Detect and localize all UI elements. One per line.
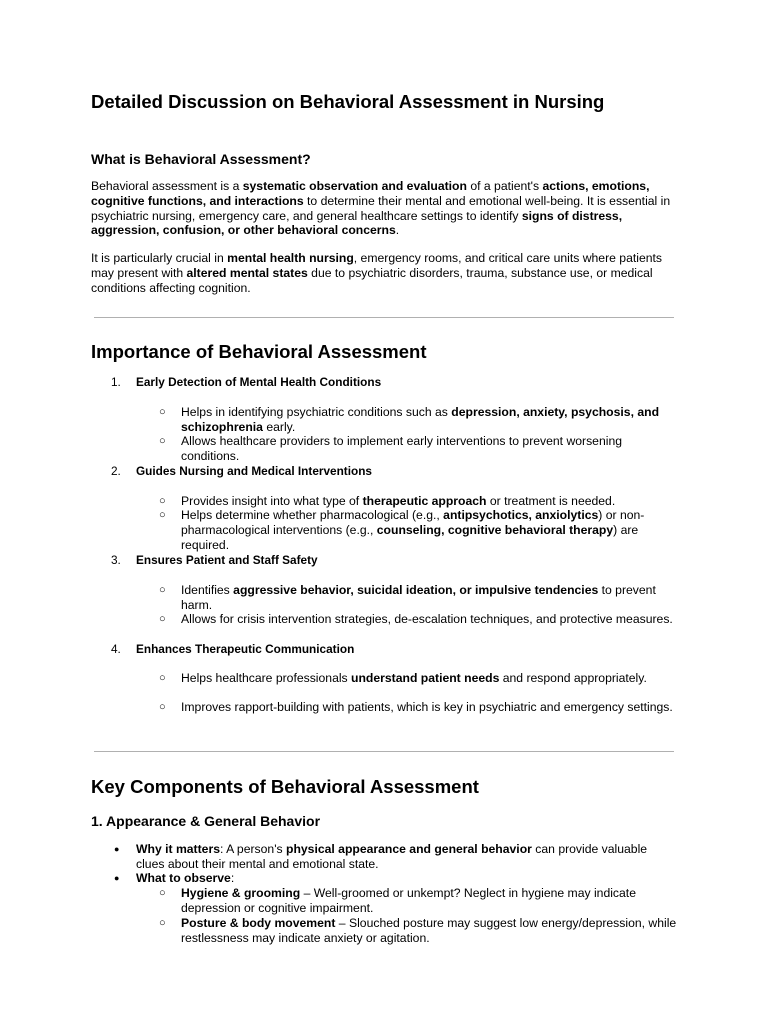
circle-bullet-icon: ○: [159, 672, 166, 684]
section-heading-components: Key Components of Behavioral Assessment: [91, 776, 479, 797]
circle-bullet-icon: ○: [159, 435, 166, 447]
list-number: 1.: [111, 375, 121, 389]
subsection-heading-appearance: 1. Appearance & General Behavior: [91, 813, 321, 829]
circle-bullet-icon: ○: [159, 701, 166, 713]
circle-bullet-icon: ○: [159, 509, 166, 521]
sub-item-text: Posture & body movement – Slouched posture may suggest low energy/depression, while restlessness may indicate anxiety or agitation.: [181, 916, 677, 945]
horizontal-rule: [94, 751, 674, 752]
paragraph-context: It is particularly crucial in mental health nursing, emergency rooms, and critical care units where patients may present with altered mental states due to psychiatric disorders, trauma, substance use, or medical conditions affecting cognition.: [91, 251, 662, 295]
list-item-label: Enhances Therapeutic Communication: [136, 642, 355, 656]
list-number: 2.: [111, 464, 121, 478]
list-item-label: Ensures Patient and Staff Safety: [136, 553, 318, 567]
sub-item-text: Hygiene & grooming – Well-groomed or unkempt? Neglect in hygiene may indicate depression or cognitive impairment.: [181, 886, 636, 915]
circle-bullet-icon: ○: [159, 613, 166, 625]
disc-bullet-icon: ●: [114, 844, 120, 854]
sub-item-text: Allows for crisis intervention strategies, de-escalation techniques, and protective measures.: [181, 612, 673, 626]
sub-item-text: Helps in identifying psychiatric conditions such as depression, anxiety, psychosis, and schizophrenia early.: [181, 405, 660, 434]
sub-item-text: Helps healthcare professionals understand patient needs and respond appropriately.: [181, 671, 647, 685]
list-item-label: Early Detection of Mental Health Conditions: [136, 375, 382, 389]
horizontal-rule: [94, 317, 674, 318]
circle-bullet-icon: ○: [159, 584, 166, 596]
list-number: 3.: [111, 553, 121, 567]
sub-item-text: Helps determine whether pharmacological (e.g., antipsychotics, anxiolytics) or non-pharmacological interventions (e.g., counseling, cognitive behavioral therapy) are required.: [181, 508, 645, 552]
document-title: Detailed Discussion on Behavioral Assessment in Nursing: [91, 91, 605, 112]
sub-item-text: Improves rapport-building with patients, which is key in psychiatric and emergency settings.: [181, 700, 673, 714]
circle-bullet-icon: ○: [159, 406, 166, 418]
sub-item-text: Provides insight into what type of therapeutic approach or treatment is needed.: [181, 494, 616, 508]
circle-bullet-icon: ○: [159, 887, 166, 899]
section-heading-importance: Importance of Behavioral Assessment: [91, 341, 427, 362]
sub-item-text: Identifies aggressive behavior, suicidal ideation, or impulsive tendencies to prevent harm.: [181, 583, 656, 612]
section-heading-what: What is Behavioral Assessment?: [91, 151, 311, 167]
circle-bullet-icon: ○: [159, 495, 166, 507]
list-number: 4.: [111, 642, 121, 656]
list-item-label: Guides Nursing and Medical Interventions: [136, 464, 372, 478]
disc-bullet-icon: ●: [114, 873, 120, 883]
paragraph-definition: Behavioral assessment is a systematic observation and evaluation of a patient's actions, emotions, cognitive functions, and interactions to determine their mental and emotional well-being. It is essential in psychiatric nursing, emergency care, and general healthcare settings to identify signs of distress, aggression, confusion, or other behavioral concerns.: [91, 179, 671, 238]
bullet-text: Why it matters: A person's physical appearance and general behavior can provide valuable clues about their mental and emotional state.: [136, 842, 648, 871]
circle-bullet-icon: ○: [159, 917, 166, 929]
bullet-text: What to observe:: [136, 871, 235, 885]
sub-item-text: Allows healthcare providers to implement early interventions to prevent worsening conditions.: [181, 434, 622, 463]
